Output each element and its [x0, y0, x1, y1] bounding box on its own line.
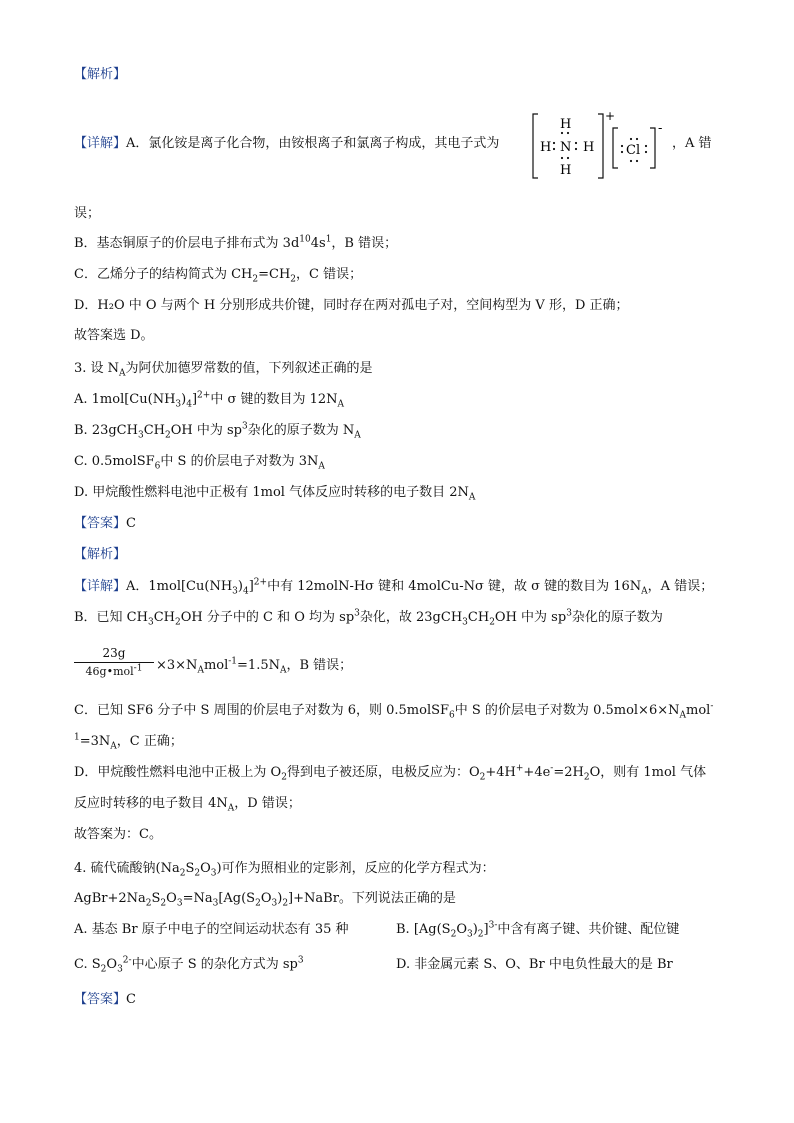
text-segment: ，C 正确；	[116, 734, 183, 749]
text-segment: ×3×N	[156, 658, 198, 673]
q3-detail-c1	[74, 702, 713, 720]
text-segment: D. 甲烷酸性燃料电池中正极有 1mol 气体反应时转移的电子数目 2N	[74, 485, 469, 500]
text-segment: 3	[232, 586, 238, 597]
text-segment: 3	[466, 929, 473, 940]
text-segment: O	[260, 891, 272, 906]
text-segment: 3. 设 N	[74, 361, 120, 376]
text-segment: 2	[255, 898, 261, 909]
text-segment: 2+	[197, 390, 211, 401]
text-segment: A	[110, 741, 117, 752]
text-segment: S	[185, 861, 195, 876]
text-segment: 杂化的原子数为 N	[247, 423, 355, 438]
text-segment: A. 1mol[Cu(NH	[74, 392, 176, 407]
text-segment: A	[197, 665, 204, 676]
text-segment: C. S	[74, 957, 101, 972]
formula-n: N	[560, 140, 572, 155]
text-segment: 3	[117, 964, 123, 975]
text-segment: 4	[186, 399, 192, 410]
text-segment: 3	[212, 898, 219, 909]
text-segment: -	[550, 763, 554, 774]
text-segment: 3	[242, 421, 248, 432]
text-segment: 2	[100, 964, 107, 975]
text-segment: ，C 错误；	[296, 267, 363, 282]
text-segment: ，B 错误；	[331, 236, 398, 251]
text-segment: 4s	[310, 236, 326, 251]
text-segment: ，B 错误；	[286, 658, 353, 673]
text-segment: 4	[242, 586, 249, 597]
fraction-denominator	[74, 663, 154, 678]
text-segment: 3	[271, 898, 278, 909]
q3-detail-c2	[74, 733, 183, 751]
q4-option-b	[396, 921, 679, 939]
text-segment: 2	[479, 772, 486, 783]
jiexi-label: 【解析】	[74, 67, 127, 82]
q4-option-d: D. 非金属元素 S、O、Br 中电负性最大的是 Br	[396, 957, 673, 972]
text-segment: 4. 硫代硫酸钠(Na	[74, 861, 180, 876]
q3-option-b	[74, 422, 361, 440]
text-segment: +4H	[485, 765, 516, 780]
text-segment: A	[337, 399, 345, 410]
text-segment: 2	[179, 868, 186, 879]
text-segment: 中 σ 键的数目为 12N	[210, 392, 338, 407]
q3-conclusion: 故答案为：C。	[74, 827, 162, 842]
fraction-numerator: 23g	[74, 646, 154, 663]
q2-detail-d: D．H₂O 中 O 与两个 H 分别形成共价键，同时存在两对孤电子对，空间构型为 V 形，D 正确；	[74, 298, 629, 313]
text-segment: 3-	[488, 920, 498, 931]
q4-option-c	[74, 956, 304, 974]
formula-minus: -	[658, 121, 663, 136]
text-segment: S	[151, 891, 161, 906]
text-segment: 中心原子 S 的杂化方式为 sp	[131, 957, 298, 972]
text-segment: +	[515, 763, 524, 774]
q3-option-c	[74, 453, 325, 471]
text-segment: ]	[248, 579, 254, 594]
text-segment: OH 中为 sp	[170, 423, 242, 438]
text-segment: 2	[194, 868, 201, 879]
text-segment: 2	[175, 617, 181, 628]
text-segment: OH 中为 sp	[494, 610, 567, 625]
text-segment: O	[106, 957, 118, 972]
text-segment: )	[181, 392, 187, 407]
q3-detail-d1	[74, 764, 706, 782]
text-segment: 杂化的原子数为	[571, 610, 663, 625]
text-segment: 2-	[122, 955, 132, 966]
text-segment: CH	[153, 610, 176, 625]
text-segment: 6	[154, 461, 161, 472]
text-segment: )	[472, 922, 478, 937]
text-segment: =CH	[258, 267, 291, 282]
q3-answer: 【答案】C	[74, 516, 136, 531]
text-segment: O，则有 1mol 气体	[589, 765, 707, 780]
text-segment: 3	[462, 617, 468, 628]
text-segment: 2	[252, 274, 259, 285]
text-segment: B．已知 CH	[74, 610, 148, 625]
text-segment: A	[318, 461, 325, 472]
text-segment: 2	[282, 898, 289, 909]
text-segment: -1	[133, 663, 143, 674]
q2-detail-wrap: 误；	[74, 206, 101, 221]
text-segment: 杂化，故 23gCH	[359, 610, 463, 625]
text-segment: 中有 12molN-Hσ 键和 4molCu-Nσ 键，故 σ 键的数目为 16N	[267, 579, 642, 594]
text-segment: 2	[145, 898, 152, 909]
text-segment: mol	[203, 658, 229, 673]
fraction-result	[156, 654, 353, 676]
text-segment: 2	[160, 898, 167, 909]
formula-h-right: H	[583, 140, 595, 155]
text-segment: 3	[147, 617, 154, 628]
text-segment: 10	[299, 234, 311, 245]
text-segment: 3	[354, 608, 360, 619]
text-segment: 1	[74, 732, 80, 743]
text-segment: 2+	[253, 577, 268, 588]
q4-stem	[74, 860, 495, 878]
text-segment: mol	[686, 703, 711, 718]
text-segment: 2	[281, 772, 287, 783]
text-segment: 中 S 的价层电子对数为 0.5mol×6×N	[454, 703, 680, 718]
text-segment: )	[237, 579, 243, 594]
text-segment: A	[227, 803, 235, 814]
text-segment: C．乙烯分子的结构简式为 CH	[74, 267, 253, 282]
text-segment: =3N	[79, 734, 111, 749]
text-segment: [Ag(S	[218, 891, 256, 906]
text-segment: C. 0.5molSF	[74, 454, 155, 469]
text-segment: -1	[228, 656, 238, 667]
text-segment: A	[354, 430, 361, 441]
q4-answer: 【答案】C	[74, 992, 136, 1007]
q2-detail-prefix	[74, 135, 499, 153]
text-segment: OH 分子中的 C 和 O 均为 sp	[180, 610, 355, 625]
text-segment: AgBr+2Na	[74, 891, 146, 906]
text-segment: 6	[449, 710, 455, 721]
text-segment: 3	[175, 399, 182, 410]
text-segment: 2	[450, 929, 457, 940]
text-segment: 中含有离子键、共价键、配位键	[497, 922, 680, 937]
formula-cl: Cl	[626, 143, 641, 158]
text-segment: D．甲烷酸性燃料电池中正极上为 O	[74, 765, 282, 780]
text-segment: ，D 错误；	[234, 796, 301, 811]
text-segment: -	[710, 701, 714, 712]
fraction	[74, 646, 154, 678]
q3-option-d	[74, 484, 475, 502]
text-segment: 3	[297, 955, 304, 966]
text-segment: A	[279, 665, 287, 676]
text-segment: 反应时转移的电子数目 4N	[74, 796, 228, 811]
text-segment: A．1mol[Cu(NH	[126, 579, 233, 594]
q4-equation	[74, 890, 456, 908]
text-segment: A	[679, 710, 686, 721]
text-segment: 2	[583, 772, 590, 783]
text-segment: ]	[483, 922, 489, 937]
q3-option-a	[74, 391, 344, 409]
text-segment: ]	[191, 392, 198, 407]
electron-formula	[530, 108, 690, 182]
q2-conclusion: 故答案选 D。	[74, 328, 154, 343]
text-segment: 2	[290, 274, 297, 285]
text-segment: A	[641, 586, 648, 597]
text-segment: 为阿伏加德罗常数的值，下列叙述正确的是	[125, 361, 373, 376]
text-segment: ，A 错误；	[647, 579, 714, 594]
text-segment: 3	[137, 430, 144, 441]
text-segment: =1.5N	[237, 658, 280, 673]
text-segment: B．基态铜原子的价层电子排布式为 3d	[74, 236, 300, 251]
q3-detail-b	[74, 609, 663, 627]
text-segment: 3	[566, 608, 572, 619]
formula-h-bottom: H	[560, 163, 572, 178]
text-segment: 2	[165, 430, 171, 441]
q3-detail-d2	[74, 795, 301, 813]
text-segment: =Na	[182, 891, 213, 906]
text-segment: =2H	[553, 765, 584, 780]
text-segment: +4e	[523, 765, 551, 780]
text-segment: O	[200, 861, 211, 876]
detail-label: 【详解】	[74, 136, 127, 151]
formula-h-left: H	[540, 140, 552, 155]
text-segment: 2	[489, 617, 495, 628]
text-segment: )可作为照相业的定影剂，反应的化学方程式为：	[216, 861, 495, 876]
q2-detail-c	[74, 266, 362, 284]
text-segment: 46g•mol	[85, 665, 134, 678]
q3-detail-a	[74, 578, 713, 596]
text-segment: O	[166, 891, 177, 906]
formula-h-top: H	[560, 117, 572, 132]
q3-stem	[74, 360, 373, 378]
text-segment: 1	[325, 234, 332, 245]
text-segment: A	[468, 492, 476, 503]
q2-detail-suffix: ，A 错	[672, 136, 712, 151]
detail-label: 【详解】	[74, 579, 127, 594]
q4-option-a: A. 基态 Br 原子中电子的空间运动状态有 35 种	[74, 922, 349, 937]
text-segment: 3	[210, 868, 217, 879]
text-segment: C．已知 SF6 分子中 S 周围的价层电子对数为 6，则 0.5molSF	[74, 703, 450, 718]
text-segment: O	[456, 922, 467, 937]
text-segment: )	[277, 891, 283, 906]
text-segment: ]+NaBr。下列说法正确的是	[288, 891, 456, 906]
text-segment: 中 S 的价层电子对数为 3N	[160, 454, 319, 469]
formula-plus: +	[605, 109, 616, 123]
q3-jiexi-label: 【解析】	[74, 547, 127, 562]
text-segment: 3	[176, 898, 183, 909]
text-segment: 2	[477, 929, 484, 940]
text-segment: B. 23gCH	[74, 423, 138, 438]
text-segment: 得到电子被还原，电极反应为：O	[286, 765, 480, 780]
text-segment: A	[119, 368, 126, 379]
text-segment: CH	[467, 610, 490, 625]
text-segment: B. [Ag(S	[396, 922, 451, 937]
q2-detail-b	[74, 235, 397, 253]
q2-detail-text: A．氯化铵是离子化合物，由铵根离子和氯离子构成，其电子式为	[126, 136, 500, 151]
text-segment: CH	[143, 423, 165, 438]
